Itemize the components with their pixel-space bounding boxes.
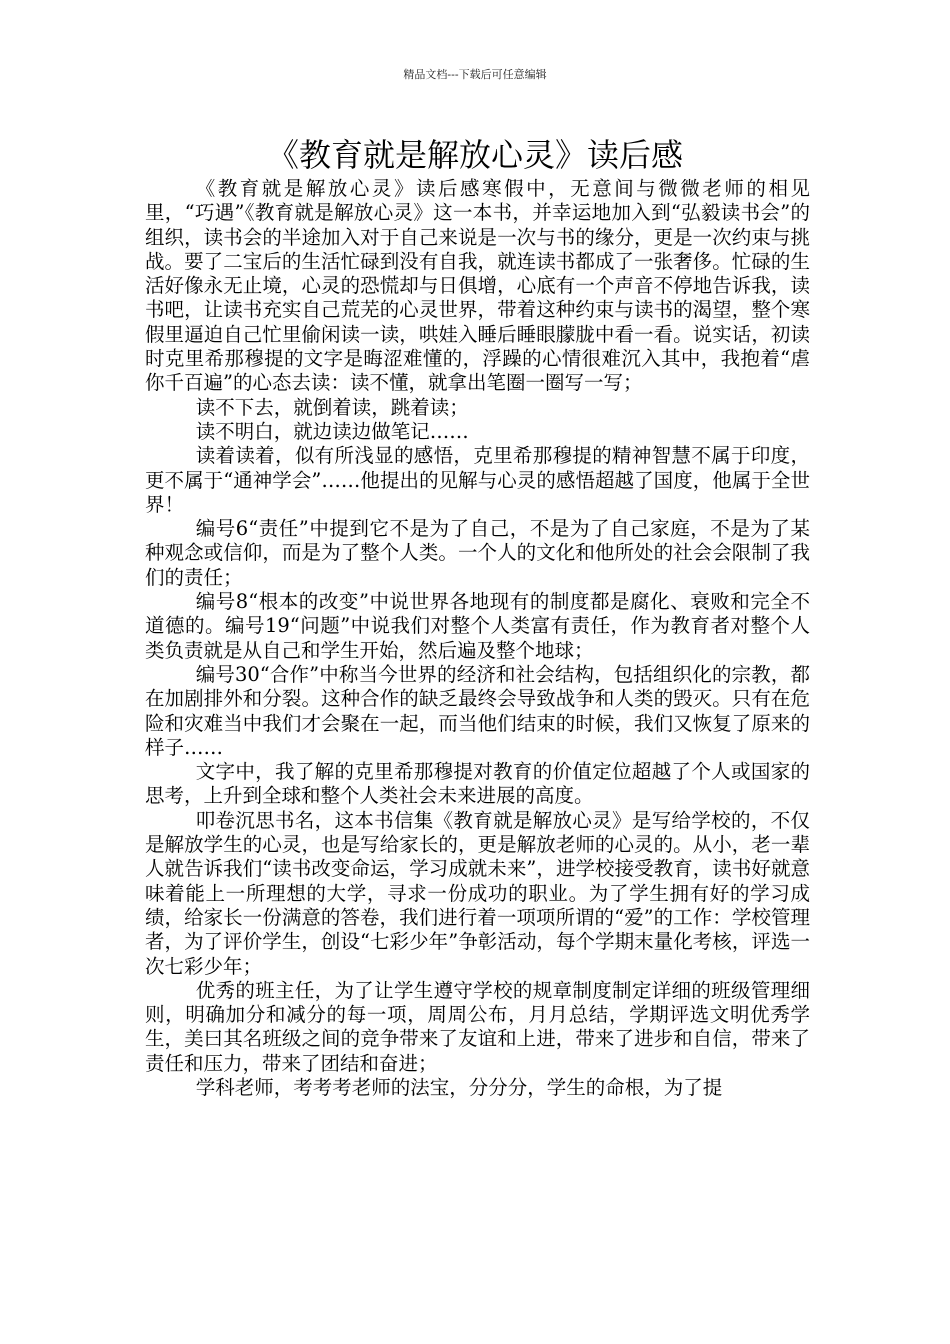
paragraph: 编号8“根本的改变”中说世界各地现有的制度都是腐化、衰败和完全不道德的。编号19“问题”中说我们对整个人类富有责任，作为教育者对整个人类负责就是从自己和学生开始，然后遍及整个地球； (145, 590, 810, 662)
paragraph: 《教育就是解放心灵》读后感寒假中，无意间与微微老师的相见里，“巧遇”《教育就是解放心灵》这一本书，并幸运地加入到“弘毅读书会”的组织，读书会的半途加入对于自己来说是一次与书的缘分，更是一次约束与挑战。要了二宝后的生活忙碌到没有自我，就连读书都成了一张奢侈。忙碌的生活好像永无止境，心灵的恐慌却与日俱增，心底有一个声音不停地告诉我，读书吧，让读书充实自己荒芜的心灵世界，带着这种约束与读书的渴望，整个寒假里逼迫自己忙里偷闲读一读，哄娃入睡后睡眼朦胧中看一看。说实话，初读时克里希那穆提的文字是晦涩难懂的，浮躁的心情很难沉入其中，我抱着“虐你千百遍”的心态去读：读不懂，就拿出笔圈一圈写一写； (145, 177, 810, 395)
document-body (145, 177, 810, 1100)
paragraph: 读着读着，似有所浅显的感悟，克里希那穆提的精神智慧不属于印度，更不属于“通神学会”……他提出的见解与心灵的感悟超越了国度，他属于全世界！ (145, 444, 810, 516)
paragraph: 学科老师，考考考老师的法宝，分分分，学生的命根，为了提 (195, 1075, 723, 1099)
paragraph: 读不明白，就边读边做笔记…… (195, 419, 469, 443)
paragraph: 优秀的班主任，为了让学生遵守学校的规章制度制定详细的班级管理细则，明确加分和减分的每一项，周周公布，月月总结，学期评选文明优秀学生，美曰其名班级之间的竞争带来了友谊和上进，带来了进步和自信，带来了责任和压力，带来了团结和奋进； (145, 978, 810, 1075)
paragraph: 叩卷沉思书名，这本书信集《教育就是解放心灵》是写给学校的，不仅是解放学生的心灵，也是写给家长的，更是解放老师的心灵的。从小，老一辈人就告诉我们“读书改变命运，学习成就未来”，进学校接受教育，读书好就意味着能上一所理想的大学，寻求一份成功的职业。为了学生拥有好的学习成绩，给家长一份满意的答卷，我们进行着一项项所谓的“爱”的工作：学校管理者，为了评价学生，创设“七彩少年”争彰活动，每个学期末量化考核，评选一次七彩少年； (145, 808, 810, 978)
document-title: 《教育就是解放心灵》读后感 (266, 136, 683, 174)
page-header: 精品文档---下载后可任意编辑 (403, 68, 547, 81)
paragraph: 读不下去，就倒着读，跳着读； (195, 395, 469, 419)
paragraph: 文字中，我了解的克里希那穆提对教育的价值定位超越了个人或国家的思考，上升到全球和整个人类社会未来进展的高度。 (145, 760, 810, 808)
paragraph: 编号30“合作”中称当今世界的经济和社会结构，包括组织化的宗教，都在加剧排外和分裂。这种合作的缺乏最终会导致战争和人类的毁灭。只有在危险和灾难当中我们才会聚在一起，而当他们结束的时候，我们又恢复了原来的样子…… (145, 662, 810, 759)
paragraph: 编号6“责任”中提到它不是为了自己，不是为了自己家庭，不是为了某种观念或信仰，而是为了整个人类。一个人的文化和他所处的社会会限制了我们的责任； (145, 517, 810, 589)
